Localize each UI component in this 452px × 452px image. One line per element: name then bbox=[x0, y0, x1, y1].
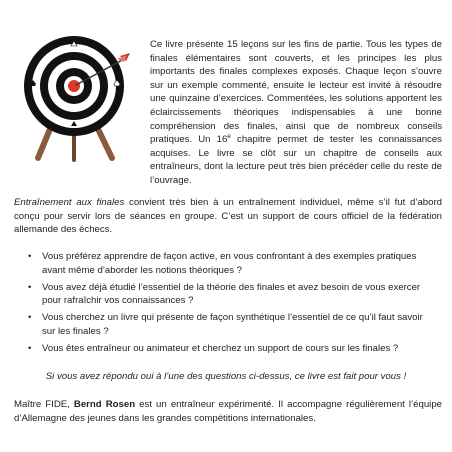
bullet-icon: • bbox=[28, 343, 32, 355]
list-item bbox=[14, 342, 438, 356]
list-item-text: Vous cherchez un livre qui présente de façon synthétique l’essentiel de ce qu’il faut savoir sur les finales ? bbox=[42, 312, 423, 337]
author-bio bbox=[14, 398, 442, 425]
author-title: Maître FIDE, bbox=[14, 399, 74, 410]
book-title: Entraînement aux finales bbox=[14, 197, 125, 208]
description-text: convient très bien à un entraînement individuel, même s’il fut d’abord conçu pour servir lors de séances en groupe. C’est un support de cours officiel de la fédération allemande des échecs. bbox=[14, 197, 442, 236]
bullet-icon: • bbox=[28, 312, 32, 324]
bullet-icon: • bbox=[28, 251, 32, 262]
list-item bbox=[14, 311, 438, 338]
question-list bbox=[14, 250, 438, 359]
description-paragraph bbox=[14, 196, 442, 237]
intro-text: Ce livre présente 15 leçons sur les fins de partie. Tous les types de finales élémentaires sont couverts, et les principes les plus importants des finales complexes exposés. Chaque leçon s’ouvre sur un exemple commenté, ensuite le lecteur est invité à résoudre une quinzaine d’exercices. Commentées, les solutions apportent les éclaircissements théoriques indispensables à une bonne compréhension des finales, ainsi que de nombreux conseils pratiques. Un 16 bbox=[150, 39, 442, 146]
ordinal-suffix: e bbox=[227, 132, 231, 140]
list-item-text: Vous préférez apprendre de façon active, en vous confrontant à des exemples pratiques avant même d’aborder les notions théoriques ? bbox=[42, 251, 417, 276]
intro-text-continued: chapitre permet de tester les connaissances acquises. Le livre se clôt sur un chapitre de conseils aux entraîneurs, dont la lecture peut très bien précéder celle du reste de l’ouvrage. bbox=[150, 134, 442, 186]
author-bio-text: est un entraîneur expérimenté. Il accompagne régulièrement l’équipe d’Allemagne des jeunes dans les grandes compétitions internationales. bbox=[14, 399, 442, 424]
list-item bbox=[14, 281, 438, 308]
list-item-text: Vous êtes entraîneur ou animateur et cherchez un support de cours sur les finales ? bbox=[42, 343, 399, 355]
intro-paragraph bbox=[150, 38, 442, 188]
call-to-action: Si vous avez répondu oui à l’une des questions ci-dessus, ce livre est fait pour vous ! bbox=[45, 371, 407, 382]
list-item bbox=[14, 250, 438, 277]
list-item-text: Vous avez déjà étudié l’essentiel de la théorie des finales et avez besoin de vous exercer pour rafraîchir vos connaissances ? bbox=[42, 281, 421, 307]
bullet-icon: • bbox=[28, 281, 32, 293]
target-illustration-icon bbox=[14, 34, 134, 164]
author-name: Bernd Rosen bbox=[73, 399, 136, 410]
